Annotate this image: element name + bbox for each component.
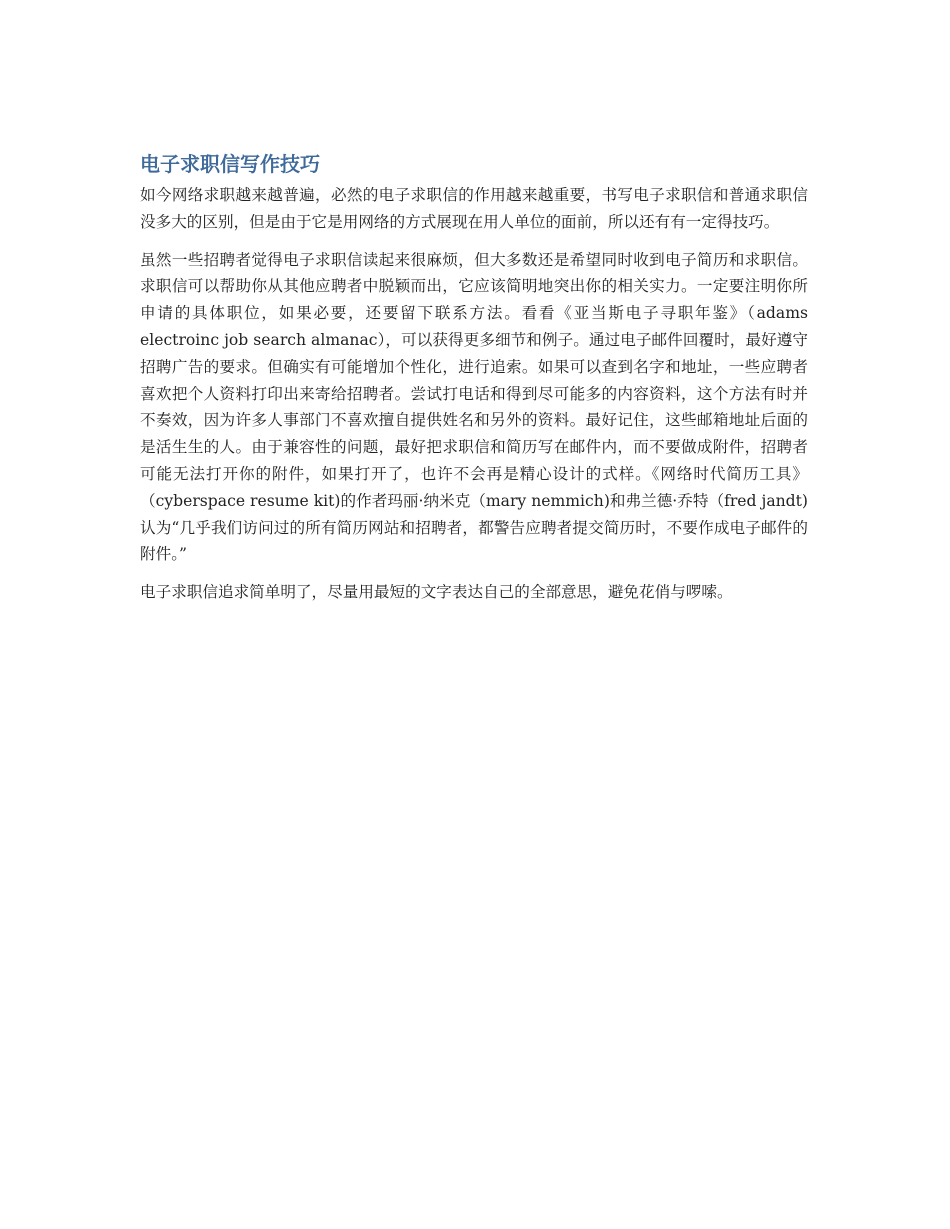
paragraph-conclusion: 电子求职信追求简单明了，尽量用最短的文字表达自己的全部意思，避免花俏与啰嗦。 (140, 583, 733, 602)
document-title: 电子求职信写作技巧 (140, 152, 320, 176)
paragraph-details: 虽然一些招聘者觉得电子求职信读起来很麻烦，但大多数还是希望同时收到电子简历和求职信。求职信可以帮助你从其他应聘者中脱颖而出，它应该简明地突出你的相关实力。一定要注明你所申请的具体职位，如果必要，还要留下联系方法。看看《亚当斯电子寻职年鉴》（adams electroinc job search almanac），可以获得更多细节和例子。通过电子邮件回覆时，最好遵守招聘广告的要求。但确实有可能增加个性化，进行追索。如果可以查到名字和地址，一些应聘者喜欢把个人资料打印出来寄给招聘者。尝试打电话和得到尽可能多的内容资料，这个方法有时并不奏效，因为许多人事部门不喜欢擅自提供姓名和另外的资料。最好记住，这些邮箱地址后面的是活生生的人。由于兼容性的问题，最好把求职信和简历写在邮件内，而不要做成附件，招聘者可能无法打开你的附件，如果打开了，也许不会再是精心设计的式样。《网络时代简历工具》（cyberspace resume kit)的作者玛丽·纳米克（mary nemmich)和弗兰德·乔特（fred jandt)认为“几乎我们访问过的所有简历网站和招聘者，都警告应聘者提交简历时，不要作成电子邮件的附件。” (140, 250, 808, 564)
paragraph-intro: 如今网络求职越来越普遍，必然的电子求职信的作用越来越重要，书写电子求职信和普通求职信没多大的区别，但是由于它是用网络的方式展现在用人单位的面前，所以还有有一定得技巧。 (140, 186, 808, 231)
document-body (140, 150, 808, 617)
